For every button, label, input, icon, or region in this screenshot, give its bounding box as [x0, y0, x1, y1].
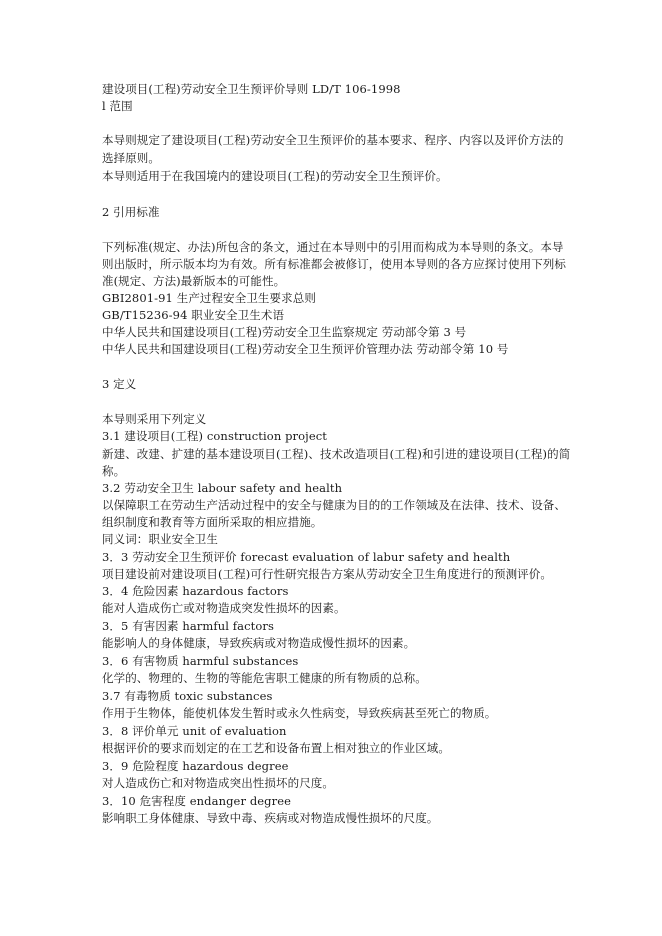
paragraph-line: 则出版时，所示版本均为有效。所有标准都会被修订，使用本导则的各方应探讨使用下列标 [102, 257, 566, 271]
definition-term: 3．6 有害物质 harmful substances [102, 654, 299, 668]
section-heading-scope: l 范围 [102, 99, 133, 113]
paragraph-line: 准(规定、方法)最新版本的可能性。 [102, 274, 286, 288]
paragraph-line: 能影响人的身体健康，导致疾病或对物造成慢性损坏的因素。 [102, 636, 416, 650]
definition-term: 3．5 有害因素 harmful factors [102, 619, 275, 633]
paragraph-line: 本导则采用下列定义 [102, 412, 207, 426]
paragraph-line: 化学的、物理的、生物的等能危害职工健康的所有物质的总称。 [102, 671, 427, 685]
paragraph-line: 选择原则。 [102, 151, 160, 165]
paragraph-line: 同义词：职业安全卫生 [102, 532, 218, 546]
definition-term: 3．3 劳动安全卫生预评价 forecast evaluation of labur safety and health [102, 550, 511, 564]
reference-item: GB/T15236-94 职业安全卫生术语 [102, 308, 285, 322]
reference-item: GBI2801-91 生产过程安全卫生要求总则 [102, 291, 316, 305]
definition-term: 3．10 危害程度 endanger degree [102, 794, 292, 808]
reference-item: 中华人民共和国建设项目(工程)劳动安全卫生监察规定 劳动部令第 3 号 [102, 325, 467, 339]
section-heading-definitions: 3 定义 [102, 377, 137, 391]
definition-term: 3．9 危险程度 hazardous degree [102, 759, 289, 773]
paragraph-line: 本导则适用于在我国境内的建设项目(工程)的劳动安全卫生预评价。 [102, 169, 448, 183]
reference-item: 中华人民共和国建设项目(工程)劳动安全卫生预评价管理办法 劳动部令第 10 号 [102, 342, 509, 356]
paragraph-line: 称。 [102, 464, 126, 478]
paragraph-line: 对人造成伤亡和对物造成突出性损坏的尺度。 [102, 776, 334, 790]
paragraph-line: 本导则规定了建设项目(工程)劳动安全卫生预评价的基本要求、程序、内容以及评价方法的 [102, 133, 564, 147]
paragraph-line: 作用于生物体，能使机体发生暂时或永久性病变，导致疾病甚至死亡的物质。 [102, 706, 497, 720]
paragraph-line: 新建、改建、扩建的基本建设项目(工程)、技术改造项目(工程)和引进的建设项目(工程)的简 [102, 447, 571, 461]
paragraph-line: 下列标准(规定、办法)所包含的条文，通过在本导则中的引用而构成为本导则的条文。本导 [102, 240, 564, 254]
definition-term: 3.1 建设项目(工程) construction project [102, 429, 328, 443]
paragraph-line: 项目建设前对建设项目(工程)可行性研究报告方案从劳动安全卫生角度进行的预测评价。 [102, 567, 552, 581]
document-title: 建设项目(工程)劳动安全卫生预评价导则 LD/T 106-1998 [102, 82, 401, 96]
definition-term: 3．4 危险因素 hazardous factors [102, 584, 289, 598]
section-heading-references: 2 引用标准 [102, 205, 160, 219]
paragraph-line: 组织制度和教育等方面所采取的相应措施。 [102, 515, 323, 529]
definition-term: 3.7 有毒物质 toxic substances [102, 689, 273, 703]
definition-term: 3．8 评价单元 unit of evaluation [102, 724, 287, 738]
paragraph-line: 影响职工身体健康、导致中毒、疾病或对物造成慢性损坏的尺度。 [102, 811, 439, 825]
paragraph-line: 以保障职工在劳动生产活动过程中的安全与健康为目的的工作领域及在法律、技术、设备、 [102, 498, 566, 512]
definition-term: 3.2 劳动安全卫生 labour safety and health [102, 481, 343, 495]
paragraph-line: 能对人造成伤亡或对物造成突发性损坏的因素。 [102, 601, 346, 615]
paragraph-line: 根据评价的要求而划定的在工艺和设备布置上相对独立的作业区域。 [102, 741, 450, 755]
